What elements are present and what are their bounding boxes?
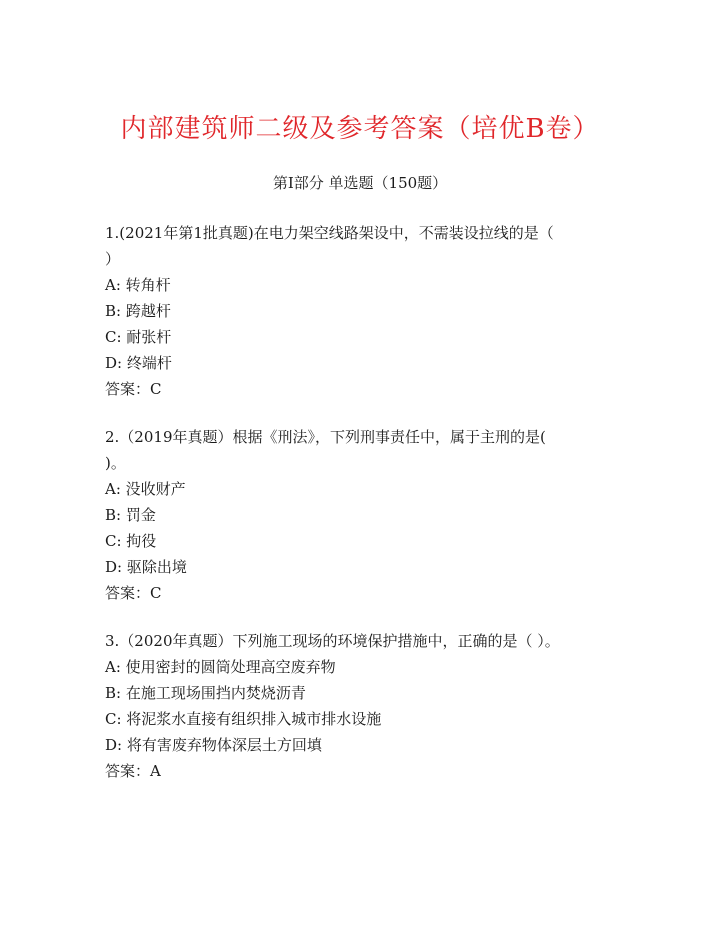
question-1	[105, 220, 615, 402]
question-stem: 1.(2021年第1批真题)在电力架空线路架设中，不需装设拉线的是（	[105, 224, 554, 242]
section-title: 第I部分 单选题（150题）	[272, 174, 448, 192]
question-2	[105, 424, 615, 606]
question-list	[105, 220, 615, 806]
question-stem-continued: ）	[105, 250, 121, 268]
question-3	[105, 628, 615, 784]
option-b: B: 罚金	[105, 506, 156, 524]
answer: 答案：C	[105, 584, 162, 602]
option-a: A: 使用密封的圆筒处理高空废弃物	[105, 658, 336, 676]
question-stem: 3.（2020年真题）下列施工现场的环境保护措施中，正确的是（ ）。	[105, 632, 560, 650]
option-c: C: 耐张杆	[105, 328, 172, 346]
option-d: D: 终端杆	[105, 354, 172, 372]
option-d: D: 将有害废弃物体深层土方回填	[105, 736, 322, 754]
option-a: A: 没收财产	[105, 480, 186, 498]
answer: 答案：C	[105, 380, 162, 398]
option-d: D: 驱除出境	[105, 558, 187, 576]
question-stem-continued: )。	[105, 454, 126, 472]
option-c: C: 拘役	[105, 532, 157, 550]
answer: 答案：A	[105, 762, 161, 780]
option-a: A: 转角杆	[105, 276, 171, 294]
option-b: B: 在施工现场围挡内焚烧沥青	[105, 684, 306, 702]
option-c: C: 将泥浆水直接有组织排入城市排水设施	[105, 710, 382, 728]
question-stem: 2.（2019年真题）根据《刑法》，下列刑事责任中，属于主刑的是(	[105, 428, 546, 446]
option-b: B: 跨越杆	[105, 302, 171, 320]
document-title: 内部建筑师二级及参考答案（培优B卷）	[120, 114, 600, 144]
